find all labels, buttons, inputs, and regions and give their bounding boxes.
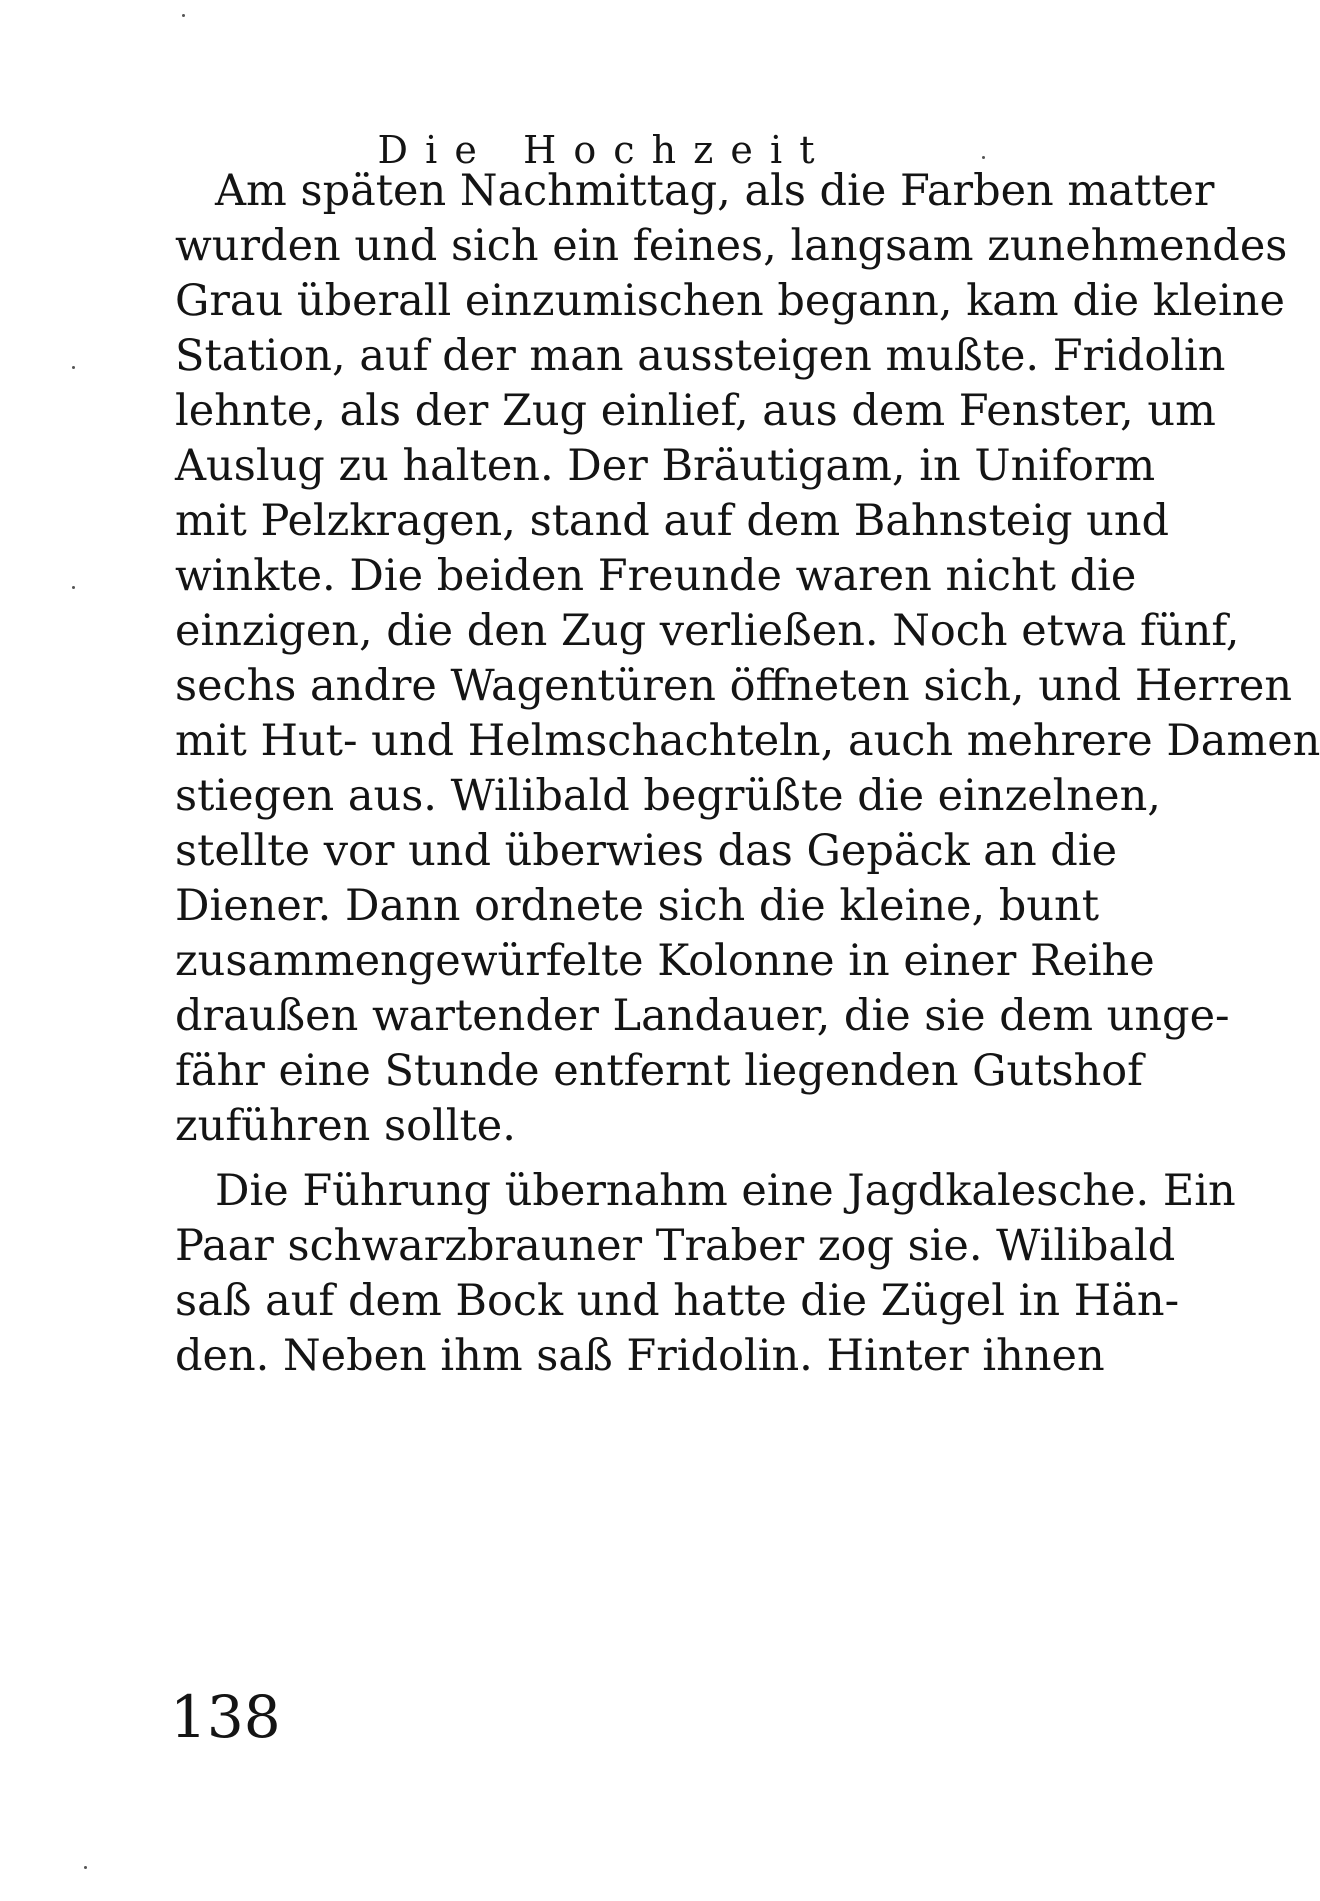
text-line: Auslug zu halten. Der Bräutigam, in Uniform — [175, 441, 1156, 491]
text-line: lehnte, als der Zug einlief, aus dem Fenster, um — [175, 386, 1216, 436]
text-line: zusammengewürfelte Kolonne in einer Reihe — [175, 936, 1155, 986]
text-line: wurden und sich ein feines, langsam zunehmendes — [175, 221, 1288, 271]
text-line: Paar schwarzbrauner Traber zog sie. Wilibald — [175, 1221, 1176, 1271]
text-line: Station, auf der man aussteigen mußte. Fridolin — [175, 331, 1226, 381]
text-line: zuführen sollte. — [175, 1101, 516, 1151]
text-line: den. Neben ihm saß Fridolin. Hinter ihnen — [175, 1331, 1105, 1381]
text-line: Diener. Dann ordnete sich die kleine, bunt — [175, 881, 1099, 931]
text-line: mit Hut- und Helmschachteln, auch mehrere Damen — [175, 716, 1320, 766]
text-line: mit Pelzkragen, stand auf dem Bahnsteig und — [175, 496, 1170, 546]
text-line: Grau überall einzumischen begann, kam die kleine — [175, 276, 1285, 326]
text-line: Am späten Nachmittag, als die Farben matter — [215, 166, 1215, 216]
text-line: winkte. Die beiden Freunde waren nicht die — [175, 551, 1137, 601]
text-line: stiegen aus. Wilibald begrüßte die einzelnen, — [175, 771, 1161, 821]
text-line: einzigen, die den Zug verließen. Noch etwa fünf, — [175, 606, 1240, 656]
scan-speck — [72, 366, 75, 369]
running-head: Die Hochzeit — [377, 128, 832, 172]
page-number: 138 — [170, 1683, 281, 1751]
text-line: draußen wartender Landauer, die sie dem unge- — [175, 991, 1230, 1041]
scan-speck — [84, 1866, 87, 1869]
text-line: stellte vor und überwies das Gepäck an die — [175, 826, 1118, 876]
scan-speck — [182, 14, 185, 17]
text-line: fähr eine Stunde entfernt liegenden Gutshof — [175, 1046, 1144, 1096]
scan-speck — [982, 156, 985, 159]
text-line: sechs andre Wagentüren öffneten sich, und Herren — [175, 661, 1293, 711]
text-line: saß auf dem Bock und hatte die Zügel in Hän- — [175, 1276, 1180, 1326]
text-line: Die Führung übernahm eine Jagdkalesche. Ein — [215, 1166, 1236, 1216]
scan-speck — [72, 586, 75, 589]
